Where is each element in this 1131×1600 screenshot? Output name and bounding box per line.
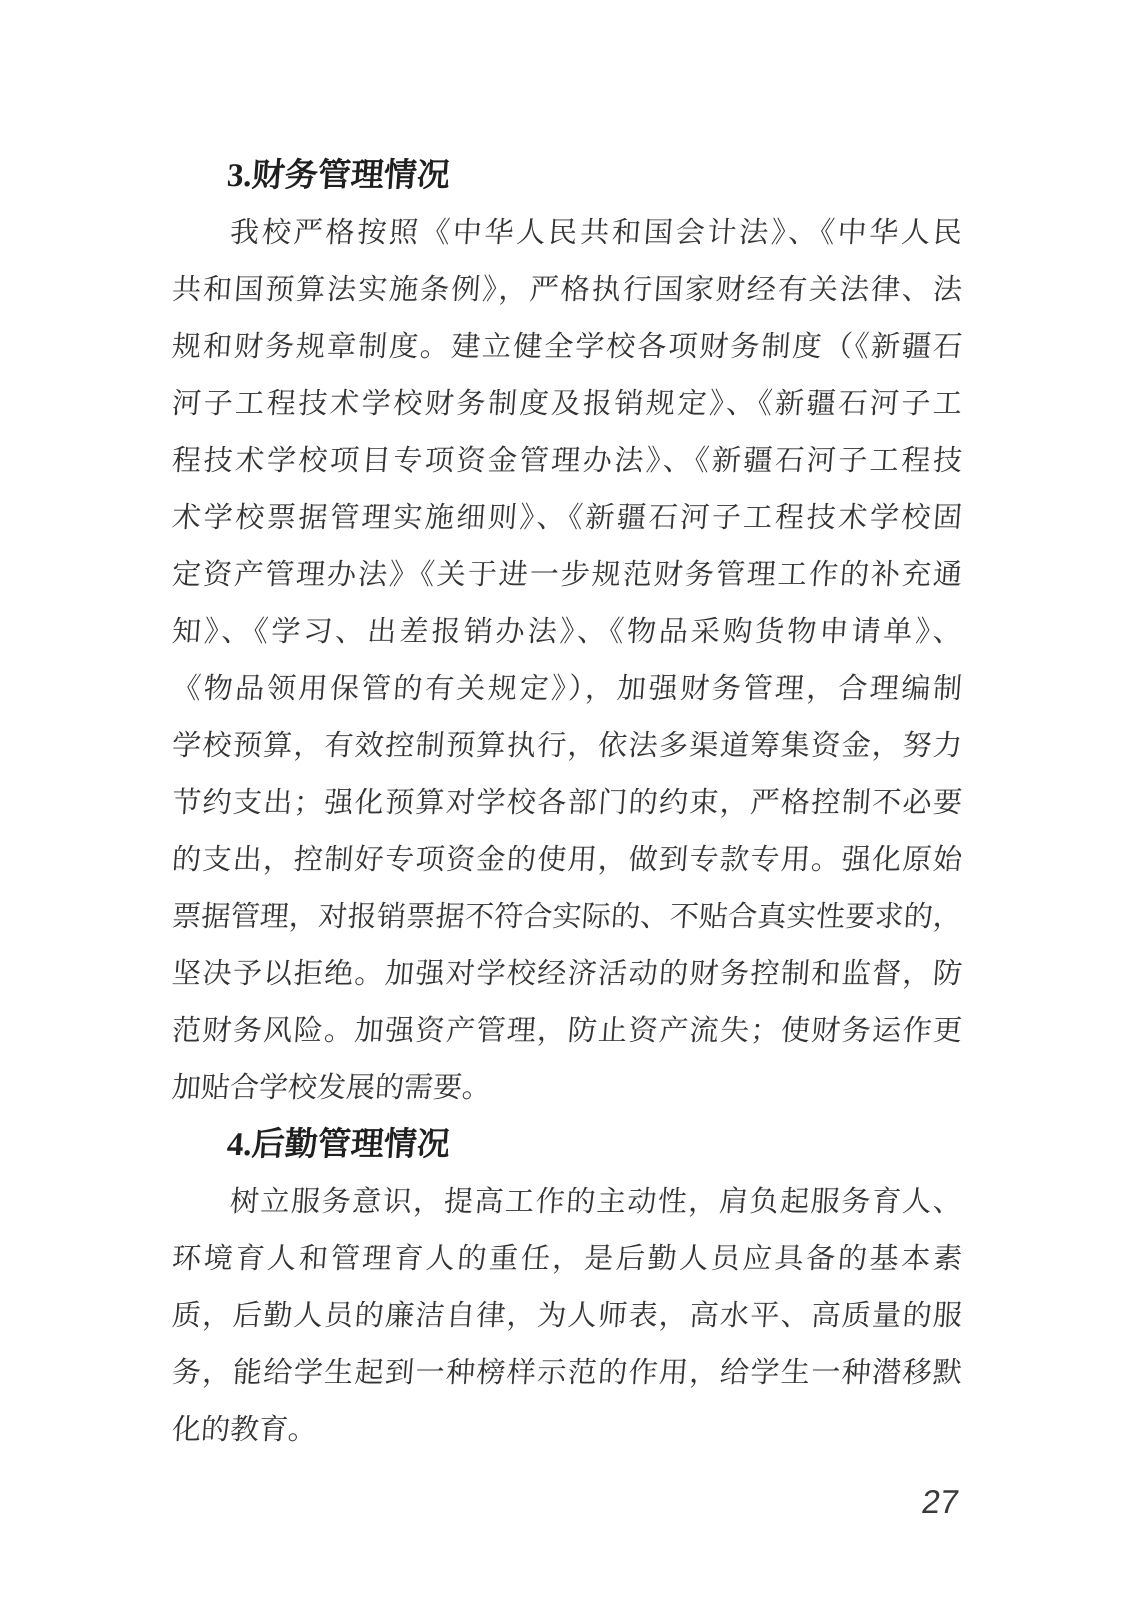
section-heading-logistics: 4.后勤管理情况	[225, 1127, 452, 1163]
text-line: 坚决予以拒绝。加强对学校经济活动的财务控制和监督，防	[170, 958, 964, 990]
text-line: 加贴合学校发展的需要。	[170, 1072, 493, 1104]
text-line: 规和财务规章制度。建立健全学校各项财务制度（《新疆石	[170, 331, 964, 363]
text-line: 的支出，控制好专项资金的使用，做到专款专用。强化原始	[170, 844, 964, 876]
section-heading-finance: 3.财务管理情况	[225, 158, 452, 194]
text-line: 定资产管理办法》《关于进一步规范财务管理工作的补充通	[170, 559, 964, 591]
text-line: 树立服务意识，提高工作的主动性，肩负起服务育人、	[228, 1186, 964, 1218]
text-line: 环境育人和管理育人的重任，是后勤人员应具备的基本素	[170, 1243, 964, 1275]
text-line: 学校预算，有效控制预算执行，依法多渠道筹集资金，努力	[170, 730, 964, 762]
text-line: 知》、《学习、出差报销办法》、《物品采购货物申请单》、	[170, 616, 964, 648]
text-line: 质，后勤人员的廉洁自律，为人师表，高水平、高质量的服	[170, 1300, 964, 1332]
text-line: 程技术学校项目专项资金管理办法》、《新疆石河子工程技	[170, 445, 964, 477]
text-line: 共和国预算法实施条例》，严格执行国家财经有关法律、法	[170, 274, 964, 306]
text-line: 务，能给学生起到一种榜样示范的作用，给学生一种潜移默	[170, 1357, 964, 1389]
text-line: 《物品领用保管的有关规定》），加强财务管理，合理编制	[170, 673, 964, 705]
text-line: 节约支出；强化预算对学校各部门的约束，严格控制不必要	[170, 787, 964, 819]
text-line: 化的教育。	[170, 1414, 319, 1446]
text-line: 票据管理，对报销票据不符合实际的、不贴合真实性要求的，	[170, 901, 964, 933]
text-line: 范财务风险。加强资产管理，防止资产流失；使财务运作更	[170, 1015, 964, 1047]
document-text-block	[172, 148, 962, 1459]
page-number: 27	[919, 1483, 962, 1520]
text-line: 术学校票据管理实施细则》、《新疆石河子工程技术学校固	[170, 502, 964, 534]
text-line: 我校严格按照《中华人民共和国会计法》、《中华人民	[228, 217, 964, 249]
text-line: 河子工程技术学校财务制度及报销规定》、《新疆石河子工	[170, 388, 964, 420]
